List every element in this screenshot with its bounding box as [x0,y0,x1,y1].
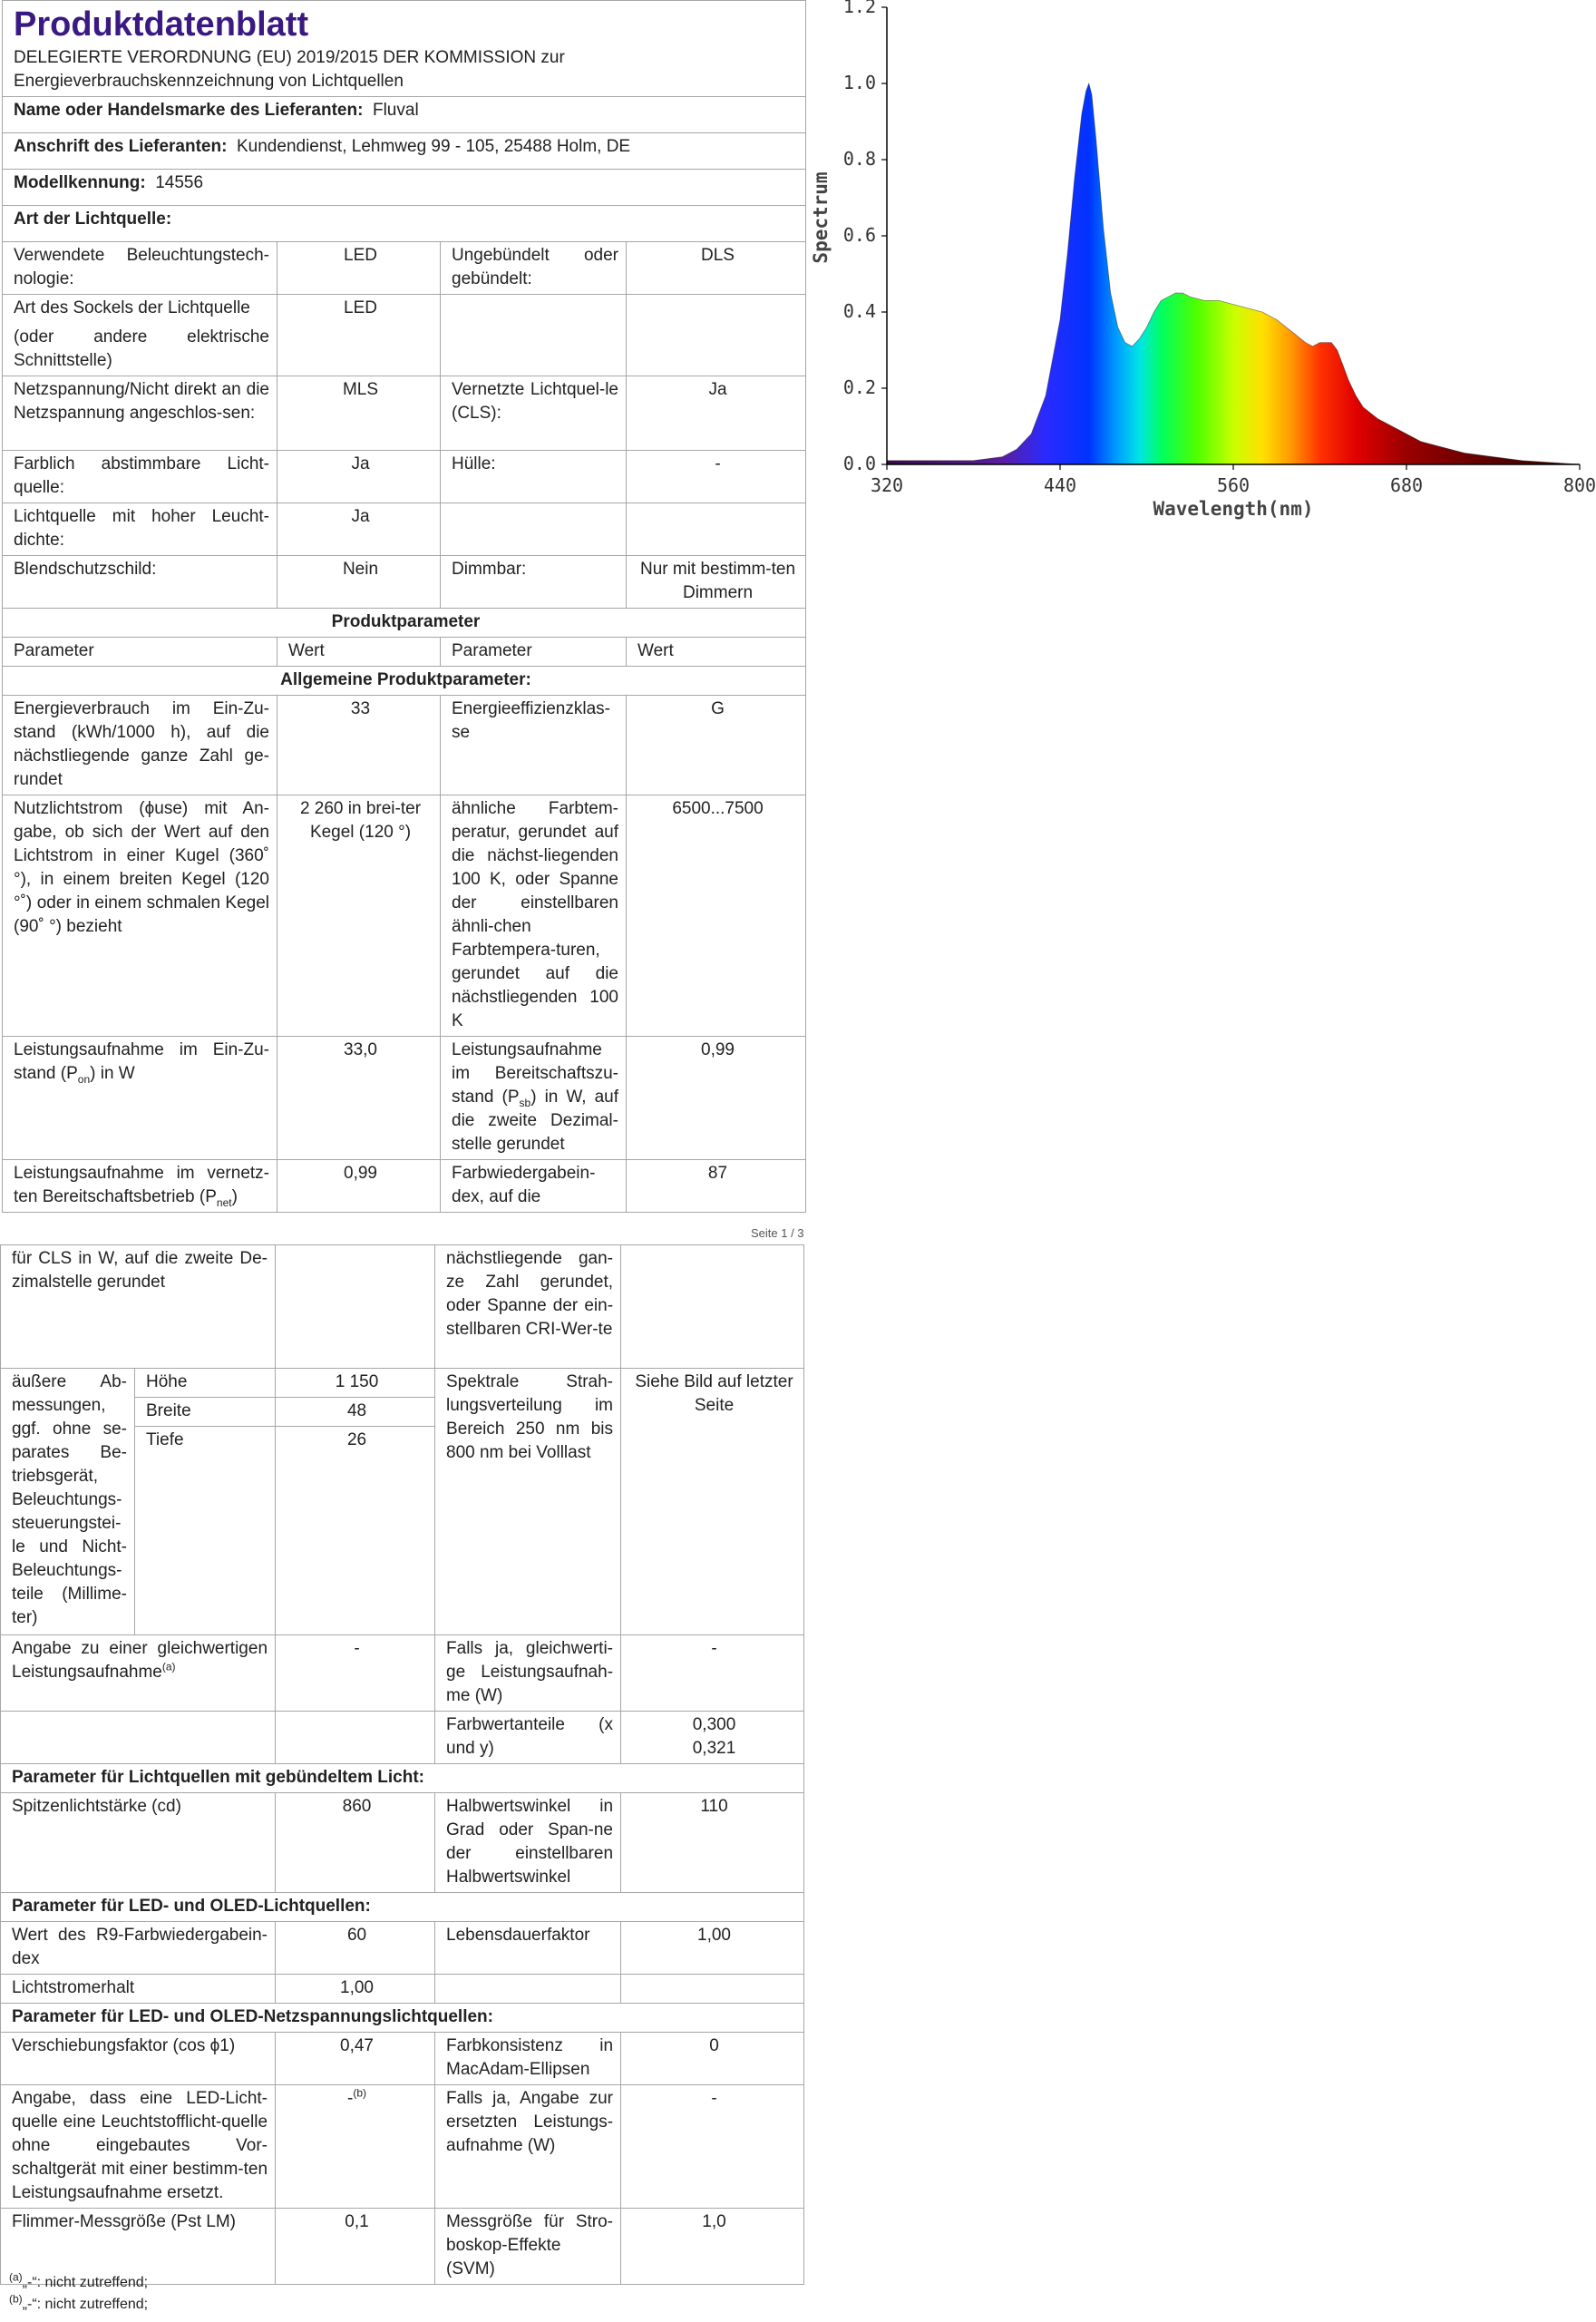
col-header-value: Wert [277,638,441,667]
width-label: Breite [135,1398,276,1427]
param-label: Verwendete Beleuchtungstech-nologie: [3,242,277,295]
chroma-y: 0,321 [692,1739,736,1758]
param-label: Farbwiedergabein-dex, auf die [441,1160,627,1213]
param-label [1,1635,276,1712]
param-label: Vernetzte Lichtquel-le (CLS): [441,376,627,451]
param-label [3,1037,277,1160]
param-label [3,295,277,376]
param-value: 1,0 [621,2209,804,2285]
param-label: Farbkonsistenz in MacAdam-Ellipsen [435,2033,621,2085]
param-value: Nein [277,556,441,609]
empty-cell [627,503,806,556]
param-label: Farblich abstimmbare Licht-quelle: [3,451,277,503]
param-label: Lichtquelle mit hoher Leucht-dichte: [3,503,277,556]
y-tick-label: 1.2 [842,0,876,17]
param-value: 2 260 in brei-ter Kegel (120 °) [277,795,441,1037]
power-on-unit: ) in W [90,1064,135,1083]
param-label: Wert des R9-Farbwiedergabein-dex [1,1922,276,1975]
param-label [441,1037,627,1160]
brand-label: Name oder Handelsmarke des Lieferanten: [14,101,364,120]
param-value: 860 [276,1793,435,1893]
param-value: - [621,2085,804,2209]
datasheet-table-page2 [0,1244,804,2285]
empty-cell [441,503,627,556]
param-value: LED [277,295,441,376]
param-label: Spitzenlichtstärke (cd) [1,1793,276,1893]
section-title-led: Parameter für LED- und OLED-Lichtquellen: [1,1893,804,1922]
empty-cell [441,295,627,376]
x-tick-label: 560 [1216,474,1251,496]
networked-standby-end: ) [231,1187,238,1206]
empty-cell [435,1975,621,2004]
param-label: Falls ja, gleichwerti-ge Leistungsaufnah-me (W) [435,1635,621,1712]
col-header-param: Parameter [441,638,627,667]
param-value: 33,0 [277,1037,441,1160]
y-tick-label: 0.2 [842,376,876,398]
equiv-label: Angabe zu einer gleichwertigen Leistungsaufnahme [12,1639,268,1682]
param-value: Nur mit bestimm-ten Dimmern [627,556,806,609]
model-label: Modellkennung: [14,173,146,192]
section-title-product-params: Produktparameter [3,609,806,638]
param-label: nächstliegende gan-ze Zahl gerundet, oder Spanne der ein-stellbaren CRI-Wer-te [435,1245,621,1369]
depth-label: Tiefe [135,1427,276,1635]
address-value: Kundendienst, Lehmweg 99 - 105, 25488 Holm, DE [237,137,631,156]
param-label: Flimmer-Messgröße (Pst LM) [1,2209,276,2285]
standby-unit: ) in W, auf die zweite Dezimal-stelle gerundet [452,1088,618,1154]
standby-label: Leistungsaufnahme im Bereitschaftszu-stand (P [452,1040,618,1107]
footnote-b-mark: (b) [9,2292,23,2306]
power-on-sub: on [77,1072,91,1086]
model-row [3,170,806,206]
param-value: 0,1 [276,2209,435,2285]
param-label [3,1160,277,1213]
footnote-b [9,2294,148,2316]
replace-footnote-mark: (b) [353,2086,367,2100]
empty-cell [276,1245,435,1369]
plot-area [810,0,1596,520]
regulation-text: DELEGIERTE VERORDNUNG (EU) 2019/2015 DER KOMMISSION zur Energieverbrauchskennzeichnung von Lichtquellen [14,48,565,91]
page-title: Produktdatenblatt [14,5,309,44]
param-label: für CLS in W, auf die zweite De-zimalstelle gerundet [1,1245,276,1369]
param-label: Lichtstromerhalt [1,1975,276,2004]
param-label: Dimmbar: [441,556,627,609]
y-tick-label: 0.0 [842,453,876,474]
param-value: Ja [277,503,441,556]
footnote-a-text: „-“: nicht zutreffend; [22,2275,149,2290]
title-cell [3,1,806,97]
param-label: Halbwertswinkel in Grad oder Span-ne der einstellbaren Halbwertswinkel [435,1793,621,1893]
param-value: 33 [277,696,441,795]
lighttype-heading: Art der Lichtquelle: [3,206,806,242]
address-row [3,133,806,170]
equiv-footnote-mark: (a) [161,1660,176,1673]
param-value: 60 [276,1922,435,1975]
brand-row [3,97,806,133]
empty-cell [621,1975,804,2004]
height-value: 1 150 [276,1369,435,1398]
y-tick-label: 1.0 [842,72,876,93]
dimensions-label: äußere Ab-messungen, ggf. ohne se-parates Be-triebsgerät, Beleuchtungs-steuerungstei-le und Nicht-Beleuchtungs-teile (Millime-ter) [1,1369,135,1635]
spectrum-area [887,83,1580,464]
empty-cell [621,1245,804,1369]
param-label: ähnliche Farbtem-peratur, gerundet auf die nächst-liegenden 100 K, oder Spanne der einstellbaren ähnli-chen Farbtempera-turen, gerundet auf die nächstliegenden 100 K [441,795,627,1037]
param-label: Falls ja, Angabe zur ersetzten Leistungs-aufnahme (W) [435,2085,621,2209]
param-value: 1,00 [621,1922,804,1975]
param-value: - [276,1635,435,1712]
x-tick-label: 440 [1043,474,1077,496]
param-value: G [627,696,806,795]
param-value: Siehe Bild auf letzter Seite [621,1369,804,1635]
param-value: LED [277,242,441,295]
model-value: 14556 [155,173,204,192]
width-value: 48 [276,1398,435,1427]
x-tick-label: 320 [870,474,904,496]
y-axis-label: Spectrum [810,171,832,264]
brand-value: Fluval [372,101,419,120]
param-label: Energieeffizienzklas-se [441,696,627,795]
param-label: Lebensdauerfaktor [435,1922,621,1975]
datasheet-table-page1 [2,0,806,1213]
section-title-general: Allgemeine Produktparameter: [3,667,806,696]
param-value: 0,47 [276,2033,435,2085]
param-value: 110 [621,1793,804,1893]
col-header-value: Wert [627,638,806,667]
x-tick-label: 680 [1389,474,1424,496]
param-value: MLS [277,376,441,451]
param-value: 6500...7500 [627,795,806,1037]
param-value: 0,99 [277,1160,441,1213]
networked-standby-sub: net [216,1195,232,1209]
param-label: Netzspannung/Nicht direkt an die Netzspannung angeschlos-sen: [3,376,277,451]
param-label: Messgröße für Stro-boskop-Effekte (SVM) [435,2209,621,2285]
x-tick-label: 800 [1562,474,1596,496]
section-title-directional: Parameter für Lichtquellen mit gebündeltem Licht: [1,1764,804,1793]
param-value: 87 [627,1160,806,1213]
param-value: DLS [627,242,806,295]
height-label: Höhe [135,1369,276,1398]
footnote-a [9,2272,148,2294]
depth-value: 26 [276,1427,435,1635]
section-title-mains: Parameter für LED- und OLED-Netzspannungslichtquellen: [1,2004,804,2033]
param-value [621,1712,804,1764]
param-label: Blendschutzschild: [3,556,277,609]
empty-cell [276,1712,435,1764]
chroma-x: 0,300 [692,1715,736,1734]
param-value: 1,00 [276,1975,435,2004]
param-label: Nutzlichtstrom (ϕuse) mit An-gabe, ob sich der Wert auf den Lichtstrom in einer Kugel (360˚ °), in einem breiten Kegel (120 °˚) oder in einem schmalen Kegel (90˚ °) bezieht [3,795,277,1037]
socket-label-a: Art des Sockels der Lichtquelle [14,298,250,317]
page-number: Seite 1 / 3 [751,1226,804,1240]
param-label: Farbwertanteile (x und y) [435,1712,621,1764]
empty-cell [1,1712,276,1764]
x-axis-label: Wavelength(nm) [1153,498,1314,520]
socket-label-b: (oder andere elektrische Schnittstelle) [14,327,269,370]
power-on-label: Leistungsaufnahme im Ein-Zu-stand (P [14,1040,269,1083]
param-value: Ja [277,451,441,503]
y-tick-label: 0.6 [842,224,876,246]
address-label: Anschrift des Lieferanten: [14,137,228,156]
param-label: Spektrale Strah-lungsverteilung im Bereich 250 nm bis 800 nm bei Volllast [435,1369,621,1635]
param-label: Ungebündelt oder gebündelt: [441,242,627,295]
param-value: - [627,451,806,503]
param-label: Hülle: [441,451,627,503]
empty-cell [627,295,806,376]
y-tick-label: 0.4 [842,300,876,322]
param-value: 0,99 [627,1037,806,1160]
spectrum-chart [807,0,1596,526]
footnotes [9,2272,148,2316]
param-value: 0 [621,2033,804,2085]
footnote-a-mark: (a) [9,2270,23,2284]
param-value: - [621,1635,804,1712]
col-header-param: Parameter [3,638,277,667]
standby-sub: sb [519,1096,531,1109]
param-value: Ja [627,376,806,451]
replace-value: - [347,2089,354,2108]
param-label: Energieverbrauch im Ein-Zu-stand (kWh/1000 h), auf die nächstliegende ganze Zahl ge-rundet [3,696,277,795]
param-value [276,2085,435,2209]
param-label: Angabe, dass eine LED-Licht-quelle eine Leuchtstofflicht-quelle ohne eingebautes Vor-schaltgerät mit einer bestimm-ten Leistungsaufnahme ersetzt. [1,2085,276,2209]
footnote-b-text: „-“: nicht zutreffend; [22,2297,149,2312]
y-tick-label: 0.8 [842,148,876,170]
param-label: Verschiebungsfaktor (cos ϕ1) [1,2033,276,2085]
networked-standby-label: Leistungsaufnahme im vernetz-ten Bereitschaftsbetrieb (P [14,1164,269,1206]
